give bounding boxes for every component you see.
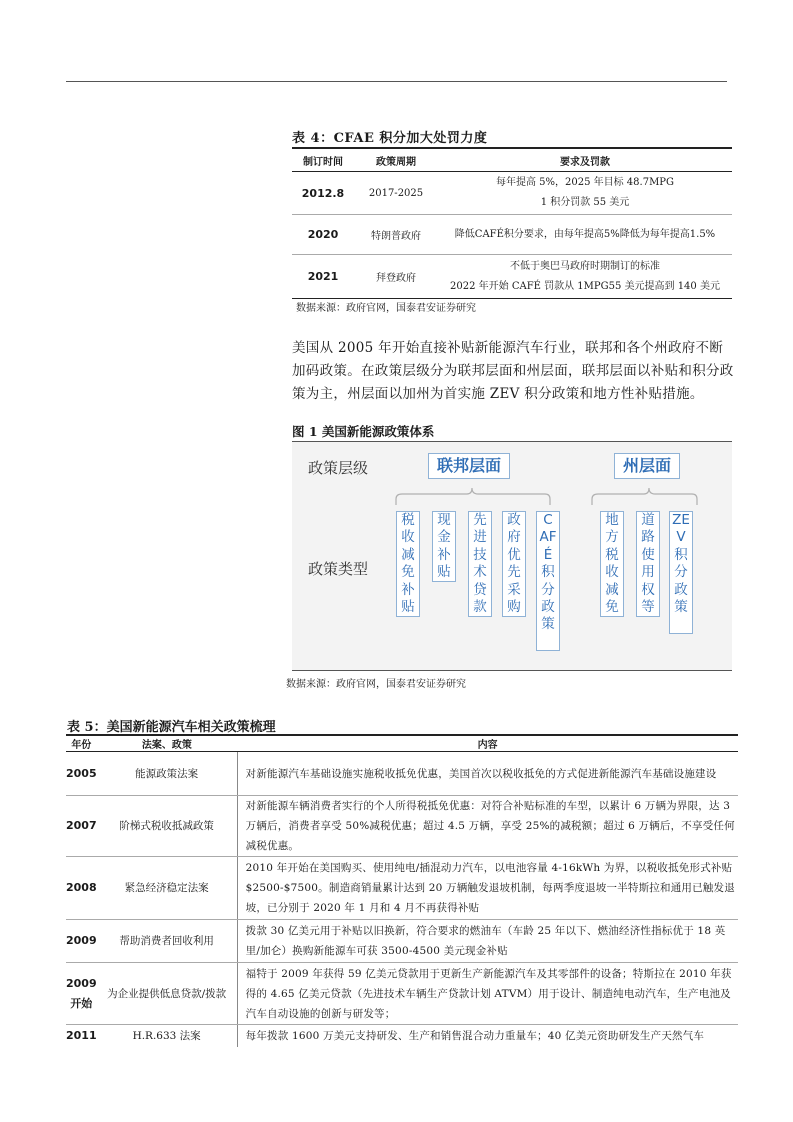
table5-year: 2007 bbox=[66, 796, 97, 857]
table4-header-year: 制订时间 bbox=[292, 148, 354, 172]
table5-year: 2011 bbox=[66, 1028, 97, 1042]
table-row bbox=[292, 215, 732, 255]
state-brace bbox=[592, 488, 697, 505]
table4-year: 2012.8 bbox=[292, 172, 354, 215]
table-row bbox=[66, 796, 738, 857]
table5 bbox=[66, 734, 738, 1047]
table4-year: 2021 bbox=[292, 255, 354, 299]
table5-content: 每年拨款 1600 万美元支持研发、生产和销售混合动力重量车；40 亿美元资助研发生产天然气车 bbox=[245, 1029, 705, 1042]
federal-type-box: 现金补贴 bbox=[432, 511, 456, 582]
table4-period: 2017-2025 bbox=[354, 172, 438, 215]
table5-header-year: 年份 bbox=[66, 735, 97, 752]
header-rule bbox=[66, 81, 727, 82]
table4-source: 数据来源：政府官网，国泰君安证券研究 bbox=[296, 303, 476, 314]
table-row bbox=[66, 752, 738, 796]
table5-content: 对新能源车辆消费者实行的个人所得税抵免优惠：对符合补贴标准的车型，以累计 6 万辆为界限，达 3 万辆后，消费者享受 50%减税优惠；超过 4.5 万辆，享受 25%的减税额；超过 6 万辆后，不享受任何减税优惠。 bbox=[237, 796, 738, 857]
table5-header-content: 内容 bbox=[237, 735, 738, 752]
table4-header-row bbox=[292, 148, 732, 172]
state-type-box: 道路使用权等 bbox=[636, 511, 660, 617]
table4-header-period: 政策周期 bbox=[354, 148, 438, 172]
table5-title: 表 5：美国新能源汽车相关政策梳理 bbox=[67, 720, 276, 735]
table4-year: 2020 bbox=[292, 215, 354, 255]
table5-year: 2009 开始 bbox=[66, 963, 97, 1025]
table-row bbox=[66, 920, 738, 963]
table5-law: H.R.633 法案 bbox=[97, 1025, 238, 1047]
table5-law: 为企业提供低息贷款/拨款 bbox=[97, 963, 238, 1025]
federal-level-box: 联邦层面 bbox=[428, 453, 510, 479]
table5-header-law: 法案、政策 bbox=[97, 735, 238, 752]
table-row bbox=[66, 857, 738, 920]
federal-type-box: 政府优先采购 bbox=[502, 511, 526, 617]
table-row bbox=[292, 255, 732, 299]
table4-content bbox=[438, 215, 732, 255]
table4-content bbox=[438, 255, 732, 299]
table5-law: 紧急经济稳定法案 bbox=[97, 857, 238, 920]
federal-type-box: CAFÉ积分政策 bbox=[536, 511, 560, 651]
table4 bbox=[292, 147, 732, 299]
table-row bbox=[66, 1025, 738, 1047]
state-level-box: 州层面 bbox=[614, 453, 680, 479]
table5-content: 福特于 2009 年获得 59 亿美元贷款用于更新生产新能源汽车及其零部件的设备；特斯拉在 2010 年获得的 4.65 亿美元贷款（先进技术车辆生产贷款计划 ATVM）用于设计、制造纯电动汽车，生产电池及汽车自动设施的创新与研发等； bbox=[237, 963, 738, 1025]
table5-content: 对新能源汽车基础设施实施税收抵免优惠，美国首次以税收抵免的方式促进新能源汽车基础设施建设 bbox=[237, 752, 738, 796]
state-type-box: ZEV积分政策 bbox=[669, 511, 693, 634]
table4-period: 特朗普政府 bbox=[354, 215, 438, 255]
figure1-title: 图 1 美国新能源政策体系 bbox=[292, 424, 435, 439]
table4-content-line: 每年提高 5%，2025 年目标 48.7MPG bbox=[495, 177, 675, 188]
policy-level-label: 政策层级 bbox=[308, 459, 369, 477]
figure1-diagram bbox=[292, 441, 732, 671]
table4-title: 表 4：CFAE 积分加大处罚力度 bbox=[292, 131, 488, 146]
table5-header-row bbox=[66, 735, 738, 752]
table4-content-line: 降低CAFÉ积分要求，由每年提高5%降低为每年提高1.5% bbox=[454, 228, 716, 240]
table5-law: 能源政策法案 bbox=[97, 752, 238, 796]
table5-content: 拨款 30 亿美元用于补贴以旧换新，符合要求的燃油车（车龄 25 年以下、燃油经济性指标优于 18 英里/加仑）换购新能源车可获 3500-4500 美元现金补贴 bbox=[237, 920, 738, 963]
table4-content bbox=[438, 172, 732, 215]
table4-period: 拜登政府 bbox=[354, 255, 438, 299]
policy-type-label: 政策类型 bbox=[308, 560, 369, 578]
body-paragraph: 美国从 2005 年开始直接补贴新能源汽车行业，联邦和各个州政府不断加码政策。在政策层级分为联邦层面和州层面，联邦层面以补贴和积分政策为主，州层面以加州为首实施 ZEV 积分政策和地方性补贴措施。 bbox=[292, 340, 734, 402]
table-row bbox=[292, 172, 732, 215]
table5-law: 帮助消费者回收利用 bbox=[97, 920, 238, 963]
table5-year: 2009 bbox=[66, 920, 97, 963]
table5-year: 2005 bbox=[66, 752, 97, 796]
table5-content: 2010 年开始在美国购买、使用纯电/插混动力汽车，以电池容量 4-16kWh 为界，以税收抵免形式补贴$2500-$7500。制造商销量累计达到 20 万辆触发退坡机制，每两季度退坡一半特斯拉和通用已触发退坡，已分别于 2020 年 1 月和 4 月不再获得补贴 bbox=[237, 857, 738, 920]
federal-type-box: 先进技术贷款 bbox=[468, 511, 492, 617]
table4-header-content: 要求及罚款 bbox=[438, 148, 732, 172]
federal-type-box: 税收减免补贴 bbox=[396, 511, 420, 617]
table5-year: 2008 bbox=[66, 857, 97, 920]
table4-content-line: 2022 年开始 CAFÉ 罚款从 1MPG55 美元提高到 140 美元 bbox=[450, 280, 720, 292]
table4-content-line: 1 积分罚款 55 美元 bbox=[540, 197, 630, 208]
table4-content-line: 不低于奥巴马政府时期制订的标准 bbox=[510, 260, 660, 272]
state-type-box: 地方税收减免 bbox=[600, 511, 624, 617]
figure1-source: 数据来源：政府官网，国泰君安证券研究 bbox=[286, 679, 466, 690]
table-row bbox=[66, 963, 738, 1025]
federal-brace bbox=[396, 488, 550, 505]
table5-law: 阶梯式税收抵减政策 bbox=[97, 796, 238, 857]
